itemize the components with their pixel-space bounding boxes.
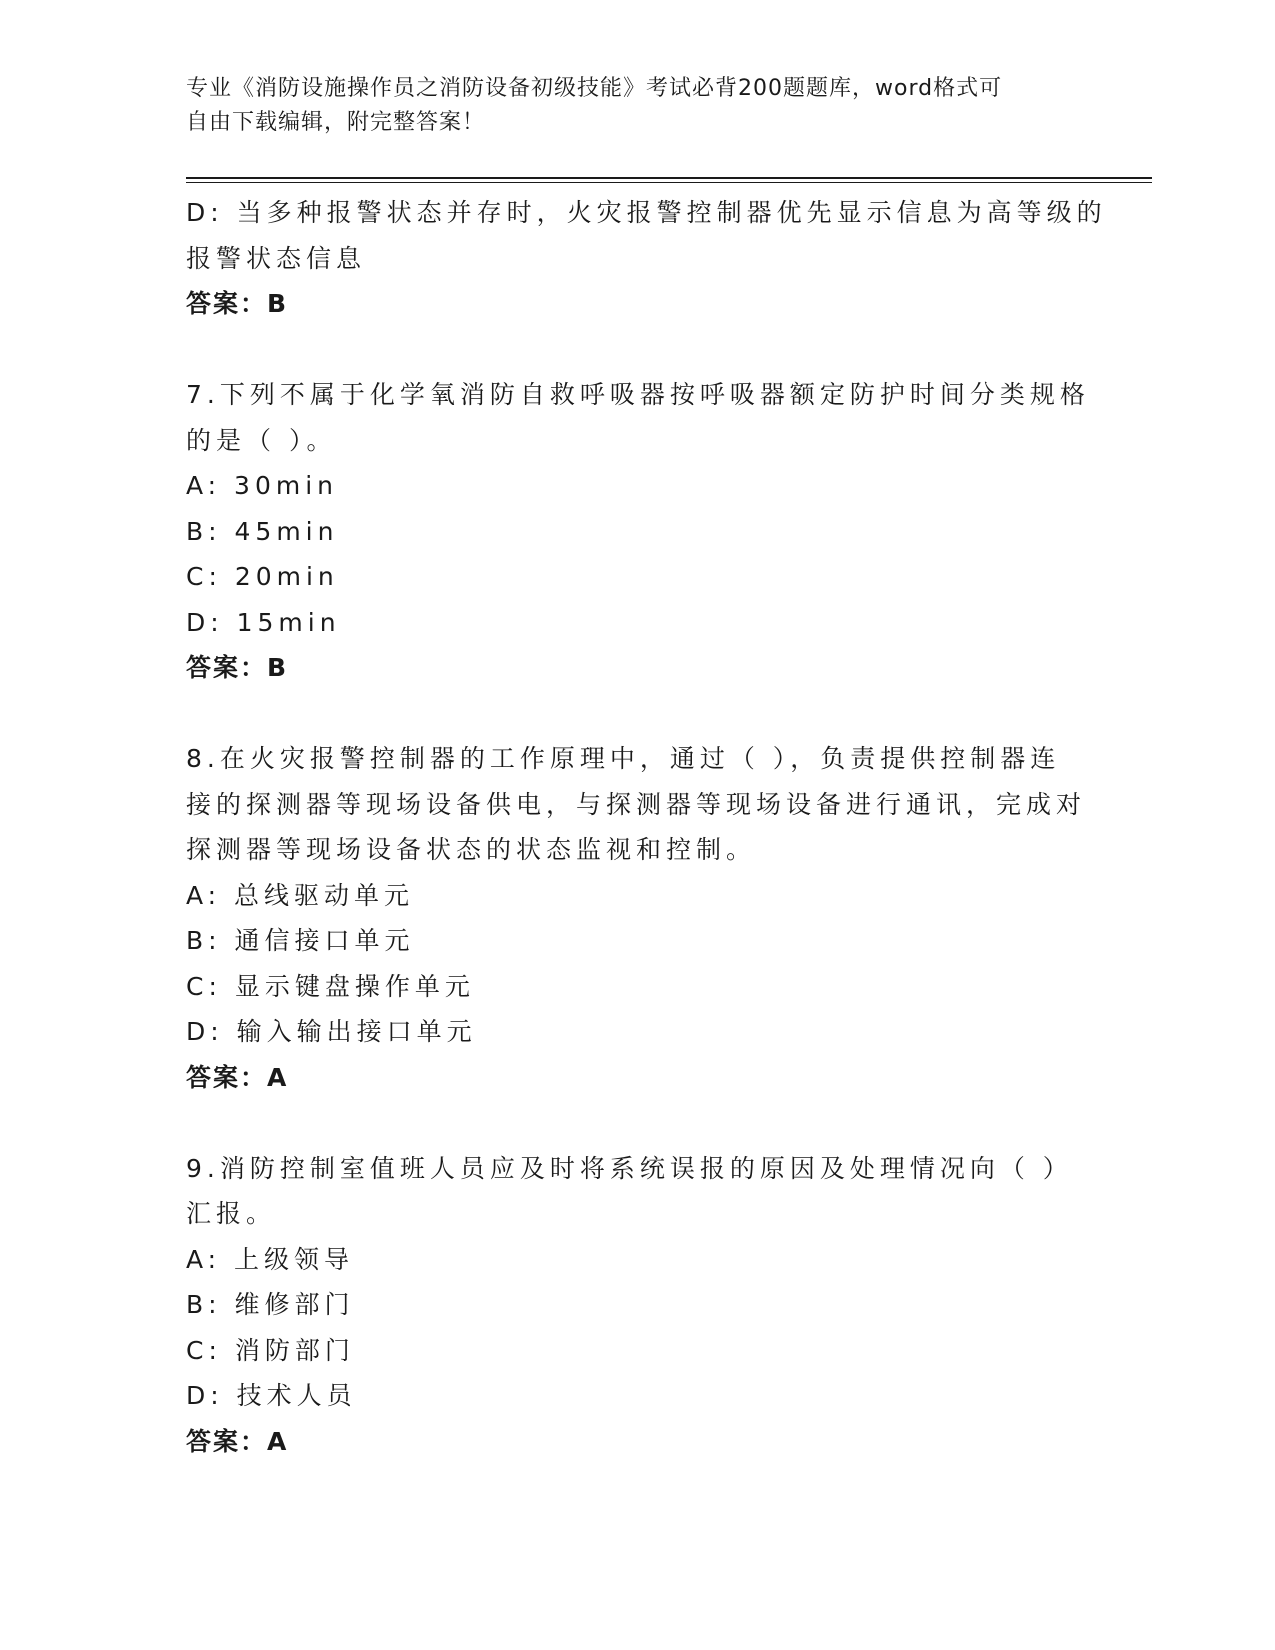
document-header [186,72,1066,140]
option-d: D: 输入输出接口单元 [186,1017,477,1046]
question-stem: 接的探测器等现场设备供电，与探测器等现场设备进行通讯，完成对 [186,789,1087,819]
header-line-1: 专业《消防设施操作员之消防设备初级技能》考试必背200题题库，word格式可 [186,76,1003,101]
question-stem: 7.下列不属于化学氧消防自救呼吸器按呼吸器额定防护时间分类规格 [186,380,1090,409]
header-divider [186,177,1152,179]
question-stem: 8.在火灾报警控制器的工作原理中，通过（ ），负责提供控制器连 [186,744,1061,773]
answer: 答案：A [186,1062,289,1092]
question-9 [186,1146,1086,1465]
answer: 答案：B [186,289,289,318]
option-d: D: 15min [186,607,341,637]
spacer [186,1100,1086,1146]
option-c: C: 20min [186,562,339,591]
option-b: B: 45min [186,516,339,546]
option-d-continued: 报警状态信息 [186,243,367,273]
question-stem: 探测器等现场设备状态的状态监视和控制。 [186,835,757,864]
option-a: A: 上级领导 [186,1244,355,1274]
question-stem: 9.消防控制室值班人员应及时将系统误报的原因及处理情况向（ ） [186,1153,1073,1183]
option-c: C: 消防部门 [186,1335,355,1365]
option-b: B: 维修部门 [186,1290,355,1319]
question-stem: 的是（ ）。 [186,425,337,455]
option-a: A: 总线驱动单元 [186,880,415,910]
header-divider-thin [186,182,1152,183]
option-d: D: 技术人员 [186,1381,357,1410]
answer: 答案：B [186,653,289,682]
option-c: C: 显示键盘操作单元 [186,971,475,1001]
spacer [186,691,1086,737]
option-d: D: 当多种报警状态并存时，火灾报警控制器优先显示信息为高等级的 [186,198,1107,227]
document-body [186,190,1107,1464]
question-8 [186,736,1086,1100]
question-7 [186,372,1090,691]
header-line-2: 自由下载编辑，附完整答案！ [186,110,486,135]
question-stem: 汇报。 [186,1199,277,1228]
option-b: B: 通信接口单元 [186,926,415,955]
previous-question [186,190,1107,327]
answer: 答案：A [186,1426,289,1456]
option-a: A: 30min [186,471,338,500]
spacer [186,327,1086,373]
